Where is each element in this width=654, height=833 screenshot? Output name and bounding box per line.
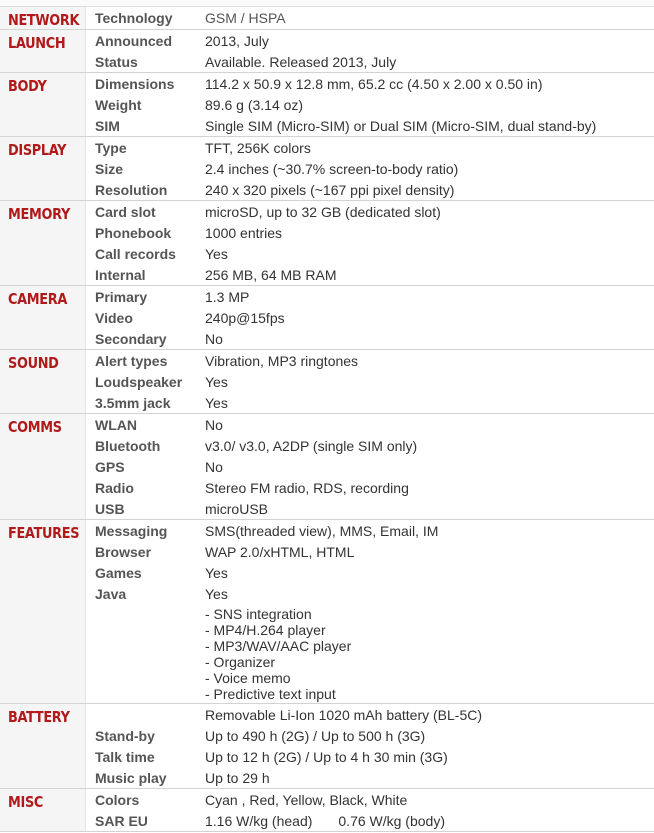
spec-row-extras: [86, 604, 654, 703]
section-camera: [0, 286, 654, 350]
spec-name: Size: [95, 160, 124, 177]
spec-value: SMS(threaded view), MMS, Email, IM: [205, 522, 439, 539]
spec-name: Talk time: [95, 748, 155, 765]
spec-row: [86, 371, 654, 392]
spec-name: Java: [95, 585, 127, 602]
spec-row: [86, 350, 654, 371]
spec-row: [86, 264, 654, 285]
spec-value: Single SIM (Micro-SIM) or Dual SIM (Micro-SIM, dual stand-by): [205, 117, 597, 134]
category-label: MISC: [0, 789, 86, 831]
spec-row: [86, 810, 654, 831]
spec-row: [86, 115, 654, 136]
spec-row: [86, 7, 654, 28]
spec-name: Weight: [95, 96, 142, 113]
spec-value: Yes: [205, 394, 228, 411]
spec-value: TFT, 256K colors: [205, 139, 311, 156]
spec-value: No: [205, 458, 223, 475]
spec-row: [86, 767, 654, 788]
spec-value: 1000 entries: [205, 224, 283, 241]
category-label: BODY: [0, 73, 86, 136]
section-sound: [0, 350, 654, 414]
spec-name: Dimensions: [95, 75, 175, 92]
category-label: COMMS: [0, 414, 86, 519]
category-label: BATTERY: [0, 704, 86, 788]
spec-name: Primary: [95, 288, 148, 305]
feature-item: - Voice memo: [205, 670, 291, 686]
spec-name: Secondary: [95, 330, 167, 347]
spec-row: [86, 51, 654, 72]
category-label: NETWORK: [0, 7, 86, 29]
category-label: CAMERA: [0, 286, 86, 349]
section-network: [0, 7, 654, 30]
spec-row: [86, 562, 654, 583]
spec-row: [86, 456, 654, 477]
spec-name: Messaging: [95, 522, 168, 539]
spec-name: Type: [95, 139, 127, 156]
top-divider: [0, 0, 654, 7]
section-comms: [0, 414, 654, 520]
spec-value: 240p@15fps: [205, 309, 285, 326]
spec-row: [86, 435, 654, 456]
feature-list: [196, 606, 654, 702]
spec-name: Stand-by: [95, 727, 155, 744]
spec-row: [86, 520, 654, 541]
spec-name: Announced: [95, 32, 172, 49]
feature-item: - SNS integration: [205, 606, 312, 622]
spec-value: WAP 2.0/xHTML, HTML: [205, 543, 355, 560]
spec-row: [86, 392, 654, 413]
spec-name: Video: [95, 309, 133, 326]
spec-value: Yes: [205, 373, 228, 390]
section-display: [0, 137, 654, 201]
sar-head: 1.16 W/kg (head): [205, 812, 313, 829]
spec-name: SAR EU: [95, 812, 148, 829]
spec-value: No: [205, 330, 223, 347]
section-battery: [0, 704, 654, 789]
spec-name: Technology: [95, 9, 173, 26]
spec-value: Yes: [205, 564, 228, 581]
spec-row: [86, 158, 654, 179]
section-misc: [0, 789, 654, 832]
spec-name: Browser: [95, 543, 152, 560]
spec-value: 256 MB, 64 MB RAM: [205, 266, 337, 283]
spec-value: [196, 813, 654, 829]
spec-row: [86, 498, 654, 519]
spec-value: Vibration, MP3 ringtones: [205, 352, 359, 369]
spec-name: Music play: [95, 769, 167, 786]
section-memory: [0, 201, 654, 286]
spec-value: Available. Released 2013, July: [205, 53, 397, 70]
spec-name: USB: [95, 500, 125, 517]
spec-name: Loudspeaker: [95, 373, 183, 390]
spec-name: Status: [95, 53, 138, 70]
spec-name: GPS: [95, 458, 125, 475]
spec-row: [86, 414, 654, 435]
category-label: DISPLAY: [0, 137, 86, 200]
spec-row: [86, 328, 654, 349]
spec-value: Stereo FM radio, RDS, recording: [205, 479, 409, 496]
spec-row: [86, 137, 654, 158]
spec-name: Card slot: [95, 203, 156, 220]
spec-value: Cyan , Red, Yellow, Black, White: [205, 791, 408, 808]
spec-name: Internal: [95, 266, 146, 283]
spec-value: microUSB: [205, 500, 269, 517]
section-body: [0, 73, 654, 137]
spec-row: [86, 307, 654, 328]
spec-name: WLAN: [95, 416, 137, 433]
spec-row: [86, 704, 654, 725]
spec-name: Call records: [95, 245, 176, 262]
spec-name: Radio: [95, 479, 134, 496]
category-label: MEMORY: [0, 201, 86, 285]
spec-row: [86, 725, 654, 746]
spec-name: Alert types: [95, 352, 168, 369]
spec-row: [86, 477, 654, 498]
spec-value: Removable Li-Ion 1020 mAh battery (BL-5C): [205, 706, 483, 723]
category-label: SOUND: [0, 350, 86, 413]
sar-body: 0.76 W/kg (body): [338, 812, 445, 829]
spec-row: [86, 201, 654, 222]
spec-value: Yes: [205, 245, 228, 262]
spec-value: 2.4 inches (~30.7% screen-to-body ratio): [205, 160, 459, 177]
spec-row: [86, 94, 654, 115]
spec-name: Colors: [95, 791, 140, 808]
spec-row: [86, 30, 654, 51]
feature-item: - Organizer: [205, 654, 276, 670]
spec-name: Phonebook: [95, 224, 172, 241]
spec-value: GSM / HSPA: [205, 9, 286, 26]
spec-row: [86, 243, 654, 264]
spec-row: [86, 286, 654, 307]
spec-row: [86, 541, 654, 562]
spec-name: Games: [95, 564, 142, 581]
feature-item: - Predictive text input: [205, 686, 336, 702]
spec-value: 114.2 x 50.9 x 12.8 mm, 65.2 cc (4.50 x 2.00 x 0.50 in): [205, 75, 543, 92]
section-features: [0, 520, 654, 704]
category-label: LAUNCH: [0, 30, 86, 72]
spec-row: [86, 73, 654, 94]
spec-value: No: [205, 416, 223, 433]
spec-name: Resolution: [95, 181, 168, 198]
spec-value: Up to 490 h (2G) / Up to 500 h (3G): [205, 727, 426, 744]
category-label: FEATURES: [0, 520, 86, 703]
spec-row: [86, 583, 654, 604]
spec-value: 89.6 g (3.14 oz): [205, 96, 304, 113]
spec-value: 2013, July: [205, 32, 269, 49]
spec-value: Up to 12 h (2G) / Up to 4 h 30 min (3G): [205, 748, 448, 765]
spec-row: [86, 746, 654, 767]
spec-row: [86, 179, 654, 200]
spec-row: [86, 789, 654, 810]
spec-value: 1.3 MP: [205, 288, 250, 305]
spec-name: 3.5mm jack: [95, 394, 171, 411]
section-launch: [0, 30, 654, 73]
spec-value: Up to 29 h: [205, 769, 270, 786]
feature-item: - MP4/H.264 player: [205, 622, 326, 638]
spec-row: [86, 222, 654, 243]
spec-value: 240 x 320 pixels (~167 ppi pixel density): [205, 181, 455, 198]
spec-value: v3.0/ v3.0, A2DP (single SIM only): [205, 437, 418, 454]
feature-item: - MP3/WAV/AAC player: [205, 638, 352, 654]
spec-value: microSD, up to 32 GB (dedicated slot): [205, 203, 441, 220]
spec-value: Yes: [205, 585, 228, 602]
spec-name: Bluetooth: [95, 437, 161, 454]
spec-name: SIM: [95, 117, 120, 134]
